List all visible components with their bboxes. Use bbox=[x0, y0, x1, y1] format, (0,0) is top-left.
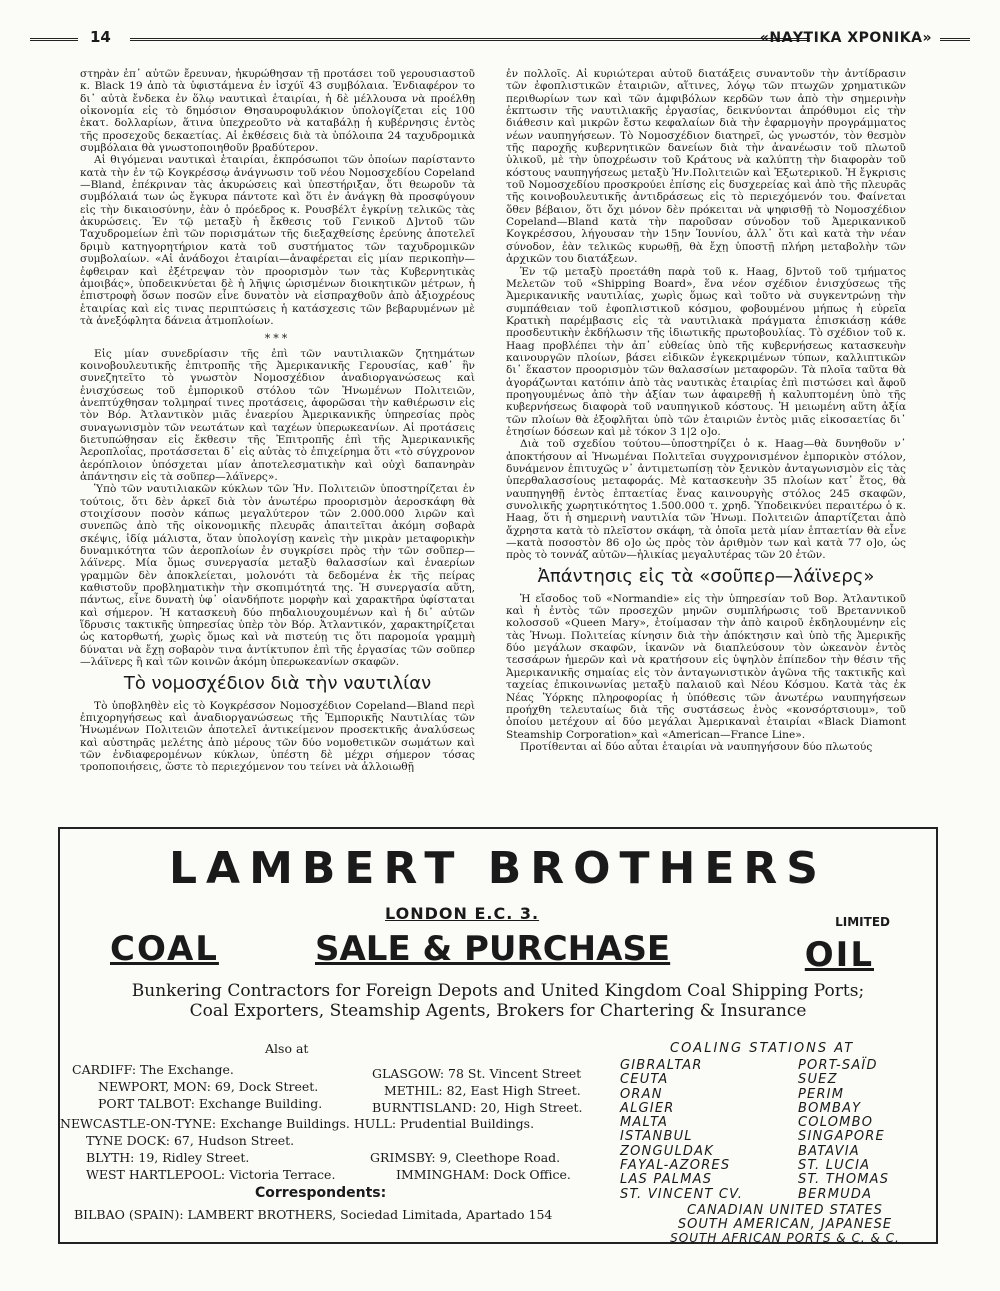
ad-addresses-middle bbox=[372, 1065, 583, 1116]
ad-ports-summary bbox=[650, 1204, 920, 1218]
left-column bbox=[80, 68, 475, 774]
station-item: ST. THOMAS bbox=[798, 1172, 890, 1188]
station-item: PERIM bbox=[798, 1086, 845, 1102]
ad-coal: COAL bbox=[110, 929, 219, 969]
ad-addresses-grimsby bbox=[370, 1149, 571, 1183]
station-item: SUEZ bbox=[798, 1072, 838, 1088]
ad-city: LONDON E.C. 3. bbox=[385, 904, 540, 923]
station-item: ZONGULDAK bbox=[620, 1143, 714, 1159]
ad-bilbao: BILBAO (SPAIN): LAMBERT BROTHERS, Sociedad Limitada, Apartado 154 bbox=[74, 1207, 553, 1222]
ad-address: TYNE DOCK: 67, Hudson Street. bbox=[86, 1133, 295, 1148]
article-paragraph: στηρὰν ἐπ᾽ αὐτῶν ἔρευναν, ἠκυρώθησαν τῇ προτάσει τοῦ γερουσιαστοῦ κ. Black 19 ἀπὸ τὰ ὑφιστάμενα ἐν ἰσχύϊ 43 συμβόλαια. Ἐνδιαφέρον το δι᾽ αὐτὰ ἔνδεκα ἐν ὅλῳ ναυτικαὶ ἑταιρίαι, ἡ δὲ μέλλουσα νὰ προέλθῃ οἰκονομία εἰς τὸ δημόσιον Θησαυροφυλάκιον ὑπολογίζεται εἰς 100 ἑκατ. δολλαρίων, ἅτινα ὑπεχρεοῦτο νὰ καταβάλῃ ἡ κυβέρνησις ἐντὸς τῆς προσεχοῦς δεκαετίας. Αἱ ἐκθέσεις διὰ τὰ ὑπόλοιπα 24 ταχυδρομικὰ συμβόλαια θὰ γνωστοποιηθοῦν βραδύτερον. bbox=[80, 68, 475, 155]
station-item: FAYAL-AZORES bbox=[620, 1158, 731, 1174]
ad-stations-left bbox=[620, 1059, 743, 1202]
article-paragraph: Διὰ τοῦ σχεδίου τούτου—ὑποστηρίζει ὁ κ. Haag—θὰ δυνηθοῦν ν᾽ ἀποκτήσουν αἱ Ἡνωμέναι Πολιτεῖαι συγχρονισμένον ἐμπορικὸν στόλον, δυνάμενον ἐπιτυχῶς ν᾽ ἀντιμετωπίσῃ τὸν ξενικὸν ἀνταγωνισμὸν εἰς τὰς ὑπερθαλασσίους μεταφοράς. Μὲ κατασκευὴν 35 πλοίων κατ᾽ ἔτος, θὰ ναυπηγηθῇ ἐντὸς ἑπταετίας ἕνας καινουργὴς στόλος 245 σκαφῶν, συνολικῆς χωρητικότητος 1.500.000 τ. χρηδ. Ὑποδεικνύει περαιτέρω ὁ κ. Haag, ὅτι ἡ σημερινὴ ναυτιλία τῶν Ἠνωμ. Πολιτειῶν ἀπαρτίζεται ἀπὸ ἄχρηστα κατὰ τὸ πλεῖστον σκάφη, τὰ ὁποῖα μετὰ μίαν ἑπταετίαν θὰ εἶνε—κατὰ ποσοστὸν 86 ο]ο ὡς πρὸς τὸν ἀριθμὸν των καὶ κατὰ 77 ο]ο, ὡς πρὸς τὸ τοννάζ αὐτῶν—ἡλικίας μεγαλυτέρας τῶν 20 ἐτῶν. bbox=[506, 438, 906, 562]
article-paragraph: Αἱ θιγόμεναι ναυτικαὶ ἑταιρίαι, ἐκπρόσωποι τῶν ὁποίων παρίσταντο κατὰ τὴν ἐν τῷ Κογκρέσσῳ ἀνάγνωσιν τοῦ νέου Νομοσχεδίου Copeland—Bland, ἐπέκριναν τὰς ἀκυρώσεις καὶ ὑπεστήριξαν, ὅτι θεωροῦν τὰ συμβόλαιά των ὡς ἔγκυρα πάντοτε καὶ ὅτι ἐν ἀνάγκῃ θὰ προσφύγουν εἰς τὴν δικαιοσύνην, ἐὰν ὁ πρόεδρος κ. Ρουσβέλτ ἐγκρίνῃ τελικῶς τὰς ἀκυρώσεις. Ἐν τῷ μεταξὺ ἡ ἔκθεσις τοῦ Γενικοῦ Δ]ντοῦ τῶν Ταχυδρομείων ἐπὶ τῶν πορισμάτων τῆς διεξαχθείσης ἐρεύνης ἀποτελεῖ δριμὺ κατηγορητήριον κατὰ τοῦ συστήματος τῶν ταχυδρομικῶν συμβολαίων. «Αἱ ἀνάδοχοι ἑταιρίαι—ἀναφέρεται εἰς μίαν περικοπὴν—ἐφθειραν καὶ ἐξέτρεψαν τὸν προορισμὸν των τὰς Κυβερνητικὰς ἀμοιβάς», ὑποδεικνύεται δὲ ἡ λῆψις ὡρισμένων διοικητικῶν μέτρων, ἡ ἐπιστροφὴ ὅσων ποσῶν εἶνε δυνατὸν νὰ εἰσπραχθοῦν ἀπὸ ἀξιοχρέους ἑταιρίας καὶ εἰς τινας περιπτώσεις ἡ κατάσχεσις τῶν βεβαρυμένων μὲ τὰ ἀνεξόφλητα δάνεια ἀτμοπλοίων. bbox=[80, 154, 475, 327]
station-item: PORT-SAÏD bbox=[798, 1058, 878, 1073]
ad-oil: OIL bbox=[804, 935, 874, 975]
station-item: ISTANBUL bbox=[620, 1129, 693, 1145]
station-item: ORAN bbox=[620, 1086, 663, 1102]
ad-limited: LIMITED bbox=[835, 915, 890, 929]
ad-address: NEWPORT, MON: 69, Dock Street. bbox=[98, 1079, 319, 1094]
ad-tagline-line: Coal Exporters, Steamship Agents, Brokers for Chartering & Insurance bbox=[189, 1001, 807, 1021]
article-paragraph: Ἐν τῷ μεταξὺ προετάθη παρὰ τοῦ κ. Haag, δ]ντοῦ τοῦ τμήματος Μελετῶν τοῦ «Shipping Board», ἕνα νέον σχέδιον ἐνισχύσεως τῆς Ἀμερικανικῆς ναυτιλίας, χωρὶς ὅμως καὶ τοῦτο νὰ συγκεντρώνῃ τὴν συμπάθειαν τοῦ ἐφοπλιστικοῦ κόσμου, φοβουμένου μήπως ἡ εὐρεῖα Κρατικὴ παρέμβασις εἰς τὰ ναυτιλιακὰ πράγματα ἐπισκιάσῃ κάθε προσδευτικὴν ἐκδήλωσιν τῆς ἰδιωτικῆς πρωτοβουλίας. Τὸ σχέδιον τοῦ κ. Haag προβλέπει τὴν ἀπ᾽ εὐθείας ὑπὸ τῆς κυβερνήσεως κατασκευὴν καινουργῶν πλοίων, βάσει εἰδικῶν ἐγκεκριμένων τύπων, καλλιπτικῶν δι᾽ ἕκαστον προορισμὸν τῶν θαλασσίων μεταφορῶν. Τὰ πλοῖα ταῦτα θὰ ἀγοράζωνται κατόπιν ἀπὸ τὰς ναυτικὰς ἑταιρίας ἐπὶ πιστώσει καὶ ἄφοῦ προηγουμένως ἀπὸ τὴν ἀξίαν των ἀφαιρεθῇ ἡ καλυπτομένη ὑπὸ τῆς κυβερνήσεως διαφορὰ τοῦ ναυπηγικοῦ κόστους. Ἡ μειωμένη αὕτη ἀξία τῶν πλοίων θὰ ἐξοφλῆται ὑπὸ τῶν ἑταιριῶν ἐντὸς μιᾶς εἰκοσαετίας δι᾽ ἐτησίων δόσεων καὶ μὲ τόκον 3 1|2 ο]ο. bbox=[506, 265, 906, 438]
ad-address: GRIMSBY: 9, Cleethope Road. bbox=[370, 1150, 561, 1165]
ports-summary-line: CANADIAN UNITED STATES bbox=[687, 1203, 883, 1218]
ad-address: BURNTISLAND: 20, High Street. bbox=[372, 1100, 583, 1115]
station-item: ALGIER bbox=[620, 1100, 675, 1116]
ad-address: PORT TALBOT: Exchange Building. bbox=[98, 1096, 323, 1111]
article-paragraph: Ἡ εἴσοδος τοῦ «Normandie» εἰς τὴν ὑπηρεσίαν τοῦ Βορ. Ἀτλαντικοῦ καὶ ἡ ἐντὸς τῶν προσεχῶν μηνῶν συμπλήρωσις τοῦ Βρεταννικοῦ κολοσσοῦ «Queen Mary», ἑτοίμασαν τὴν ἀπὸ καιροῦ ἐκδηλουμένην εἰς τὰς Ἠνωμ. Πολιτείας κίνησιν διὰ τὴν ἀπόκτησιν καὶ ὑπὸ τῆς Ἀμερικῆς δύο μεγάλων σκαφῶν, ἱκανῶν νὰ διαπλεύσουν τὸν ὠκεανὸν ἐντὸς τεσσάρων ἡμερῶν καὶ νὰ κρατήσουν εἰς ὑψηλὸν ἐπίπεδον τὴν θέσιν τῆς Ἀμερικανικῆς σημαίας εἰς τὸν ἀνταγωνιστικὸν ἀγῶνα τῆς τακτικῆς καὶ ταχείας ἐπικοινωνίας μεταξὺ παλαιοῦ καὶ Νέου Κόσμου. Κατὰ τὰς ἐκ Νέας Ὑόρκης πληροφορίας ἡ ὑπόθεσις τῶν ἀνωτέρω ναυπηγήσεων προήχθη τελευταίως διὰ τῆς συστάσεως ἑνὸς «κονσόρτσιουμ», τοῦ ὁποίου μετέχουν αἱ δύο μεγάλαι Ἀμερικαναὶ ἑταιρίαι «Black Diamont Steamship Corporation» καὶ «American—France Line». bbox=[506, 592, 906, 741]
ad-address: BLYTH: 19, Ridley Street. bbox=[86, 1150, 250, 1165]
section-heading: Τὸ νομοσχέδιον διὰ τὴν ναυτιλίαν bbox=[123, 672, 432, 694]
page-header bbox=[30, 28, 970, 50]
article-paragraph: Προτίθενται αἱ δύο αὗται ἑταιρίαι νὰ ναυπηγήσουν δύο πλωτούς bbox=[520, 740, 873, 753]
section-divider: *** bbox=[264, 332, 291, 346]
article-paragraph: Τὸ ὑποβληθὲν εἰς τὸ Κογκρέσσον Νομοσχέδιον Copeland—Bland περὶ ἐπιχορηγήσεως καὶ ἀναδιοργανώσεως τῆς Ἐμπορικῆς Ναυτιλίας τῶν Ἡνωμένων Πολιτειῶν ἀποτελεῖ ἀντικείμενον προσεκτικῆς ἀναλύσεως καὶ αὐστηρᾶς μελέτης ἀπὸ μέρους τῶν δύο νομοθετικῶν σωμάτων καὶ τῶν ἐνδιαφερομένων κύκλων, ὑπέστη δὲ μέχρι σήμερον τόσας τροποποιήσεις, ὥστε τὸ περιεχόμενον του τείνει νὰ ἀλλοιωθῇ bbox=[80, 699, 475, 774]
ports-summary-line: SOUTH AMERICAN, JAPANESE bbox=[677, 1217, 893, 1232]
ad-coaling-title: COALING STATIONS AT bbox=[670, 1041, 855, 1056]
station-item: ST. VINCENT CV. bbox=[620, 1186, 744, 1202]
article-paragraph: ἐν πολλοῖς. Αἱ κυριώτεραι αὐτοῦ διατάξεις συναντοῦν τὴν ἀντίδρασιν τῶν ἐφοπλιστικῶν ἑταιριῶν, αἵτινες, λόγῳ τῶν πτωχῶν χρηματικῶν περιθωρίων των καὶ τῶν ἀμφιβόλων κερδῶν των ἀπὸ τὴν σημερινὴν ἐκπτωσιν τῆς ναυτιλιακῆς ἐργασίας, δεικνύονται ἀπρόθυμοι εἰς τὴν διάθεσιν καὶ μικρῶν ἔστω κεφαλαίων διὰ τὴν ἐφαρμογὴν προγράμματος νέων ναυπηγήσεων. Τὸ Νομοσχέδιον διατηρεῖ, ὡς γνωστόν, τὸν θεσμὸν τῆς παροχῆς κυβερνητικῶν δανείων διὰ τὴν ἀνανέωσιν τοῦ πλωτοῦ ὑλικοῦ, μὲ τὴν ὑποχρέωσιν τοῦ Κράτους νὰ καλύπτῃ τὴν διαφορὰν τοῦ κόστους ναυπηγήσεως μεταξὺ Ἠν.Πολιτειῶν καὶ Ἐξωτερικοῦ. Ἡ ἔγκρισις τοῦ Νομοσχεδίου προσκρούει ἐπίσης εἰς δυσχερείας καὶ ἀπὸ τῆς πλευρᾶς τῆς κοινοβουλευτικῆς ἀντιδράσεως εἰς τὸ περιεχόμενόν του. Φαίνεται ὅθεν βέβαιον, ὅτι ὄχι μόνον δὲν πρόκειται νὰ ψηφισθῇ τὸ Νομοσχέδιον Copeland—Bland κατὰ τὴν παροῦσαν σύνοδον τοῦ Ἀμερικανικοῦ Κογκρέσσου, λήγουσαν τὴν 15ην Ἰουνίου, ἀλλ᾽ ὅτι καὶ κατὰ τὴν νέαν σύνοδον, ἐὰν τελικῶς κυρωθῇ, θὰ ἔχῃ ὑποστῇ πλήρη μεταβολὴν τῶν ἀρχικῶν του διατάξεων. bbox=[506, 68, 906, 266]
station-item: BOMBAY bbox=[798, 1100, 862, 1116]
ports-summary-line: SOUTH AFRICAN PORTS & C. & C. bbox=[670, 1231, 900, 1245]
ad-tagline bbox=[60, 981, 936, 1021]
ad-tagline-line: Bunkering Contractors for Foreign Depots and United Kingdom Coal Shipping Ports; bbox=[131, 981, 865, 1001]
article-paragraph: Ὑπὸ τῶν ναυτιλιακῶν κύκλων τῶν Ἠν. Πολιτειῶν ὑποστηρίζεται ἐν τούτοις, ὅτι δὲν ἀρκεῖ διὰ τὸν ἀνωτέρω προορισμὸν ἀεροσκάφη θὰ στοιχίσουν ποσὸν κάπως μεγαλύτερον τῶν 2.000.000 λιρῶν καὶ συνεπῶς ἀπὸ τῆς οἰκονομικῆς πλευρᾶς ἀπαιτεῖται ἀκόμη σοβαρὰ σκέψις, ἰδίᾳ μάλιστα, ὅταν ὑπολογίσῃ κανεὶς τὴν μικρὰν μεταφορικὴν δυναμικότητα τῶν ἀεροπλοίων ἐν συγκρίσει πρὸς τὴν τῶν σοῦπερ—λάϊνερς. Μία ὅμως συνεργασία μεταξὺ θαλασσίων καὶ ἐναερίων γραμμῶν δὲν ἀποκλείεται, μολονότι τὰ δεδομένα ἐκ τῆς πείρας καθιστοῦν προβληματικὴν τὴν σκοπιμότητά της. Ἡ συνεργασία αὕτη, πάντως, εἶνε δυνατὴ ὑφ᾽ οἱανδήποτε μορφὴν καὶ χαρακτῆρα ὑφίσταται καὶ σήμερον. Ἡ κατασκευὴ δύο πηδαλιουχουμένων καὶ ἡ δι᾽ αὐτῶν ἵδρυσις τακτικῆς ὑπηρεσίας ὑπὲρ τὸν Βόρ. Ἀτλαντικόν, χαρακτηρίζεται ὡς κατορθωτή, χωρὶς ὅμως καὶ νὰ πιστεύῃ τις ὅτι παρομοία γραμμὴ δύναται νὰ ἔχῃ σοβαρὸν τινα ἀντίκτυπον ἐπὶ τῆς ἐργασίας τῶν σοῦπερ—λάϊνερς ἢ καὶ τῶν κοινῶν ἀκόμη ὑπερωκεανίων σκαφῶν. bbox=[80, 483, 475, 669]
header-rule-middle bbox=[130, 38, 810, 41]
ad-company-name: LAMBERT BROTHERS bbox=[169, 843, 827, 894]
ad-stations-right bbox=[798, 1059, 889, 1202]
ad-address: NEWCASTLE-ON-TYNE: Exchange Buildings. HULL: Prudential Buildings. bbox=[60, 1116, 535, 1131]
station-item: BATAVIA bbox=[798, 1143, 860, 1159]
lambert-brothers-advertisement bbox=[58, 827, 938, 1244]
station-item: LAS PALMAS bbox=[620, 1172, 713, 1188]
ad-correspondents-label: Correspondents: bbox=[255, 1185, 387, 1201]
header-rule-left bbox=[30, 38, 78, 41]
page-number: 14 bbox=[90, 28, 111, 46]
ad-address: GLASGOW: 78 St. Vincent Street bbox=[372, 1066, 582, 1081]
station-item: COLOMBO bbox=[798, 1115, 874, 1131]
station-item: GIBRALTAR bbox=[620, 1058, 703, 1073]
ad-address: METHIL: 82, East High Street. bbox=[384, 1083, 581, 1098]
station-item: SINGAPORE bbox=[798, 1129, 885, 1145]
ad-also-at: Also at bbox=[265, 1041, 309, 1056]
right-column bbox=[506, 68, 906, 753]
station-item: ST. LUCIA bbox=[798, 1158, 871, 1174]
ad-ports-summary-2 bbox=[650, 1218, 920, 1232]
section-heading: Ἀπάντησις εἰς τὰ «σοῦπερ—λάϊνερς» bbox=[537, 565, 875, 587]
article-paragraph: Εἰς μίαν συνεδρίασιν τῆς ἐπὶ τῶν ναυτιλιακῶν ζητημάτων κοινοβουλευτικῆς ἐπιτροπῆς τῆς Ἀμερικανικῆς Γερουσίας, καθ᾽ ἣν συνεζητεῖτο τὸ γνωστὸν Νομοσχέδιον ἀναδιοργανώσεως καὶ ἐνισχύσεως τοῦ ἐμπορικοῦ στόλου τῶν Ἡνωμένων Πολιτειῶν, ἀνεπτύχθησαν τολμηραί τινες προτάσεις, ἀφορῶσαι τὴν καθιέρωσιν εἰς τὸν Βόρ. Ἀτλαντικὸν μιᾶς ἐναερίου Ἀμερικανικῆς ὑπηρεσίας πρὸς συναγωνισμὸν τῶν νεωτάτων καὶ ταχέων ὑπερωκεανίων. Αἱ προτάσεις διετυπώθησαν εἰς ἔκθεσιν τῆς Ἐπιτροπῆς ἐπὶ τῆς Ἀμερικανικῆς Ἀεροπλοΐας, προτάσσεται δ᾽ εἰς αὐτὰς τὸ ἐπιχείρημα ὅτι «τὸ σύγχρονον ἀερόπλοιον ὑπόσχεται μίαν ἀποτελεσματικὴν καὶ οὐχὶ δαπανηρὰν ἀπάντησιν εἰς τὰ σοῦπερ—λάϊνερς». bbox=[80, 347, 475, 483]
station-item: BERMUDA bbox=[798, 1186, 873, 1202]
ad-sale-purchase: SALE & PURCHASE bbox=[315, 929, 671, 969]
ad-address: CARDIFF: The Exchange. bbox=[72, 1062, 234, 1077]
publication-title: «ΝΑΥΤΙΚΑ ΧΡΟΝΙΚΑ» bbox=[759, 30, 932, 46]
ad-addresses-left bbox=[72, 1061, 322, 1112]
ad-address: IMMINGHAM: Dock Office. bbox=[396, 1167, 571, 1182]
ad-address: WEST HARTLEPOOL: Victoria Terrace. bbox=[86, 1167, 336, 1182]
station-item: CEUTA bbox=[620, 1072, 669, 1088]
header-rule-right bbox=[940, 38, 970, 41]
station-item: MALTA bbox=[620, 1115, 669, 1131]
ad-ports-summary-3 bbox=[650, 1231, 920, 1245]
